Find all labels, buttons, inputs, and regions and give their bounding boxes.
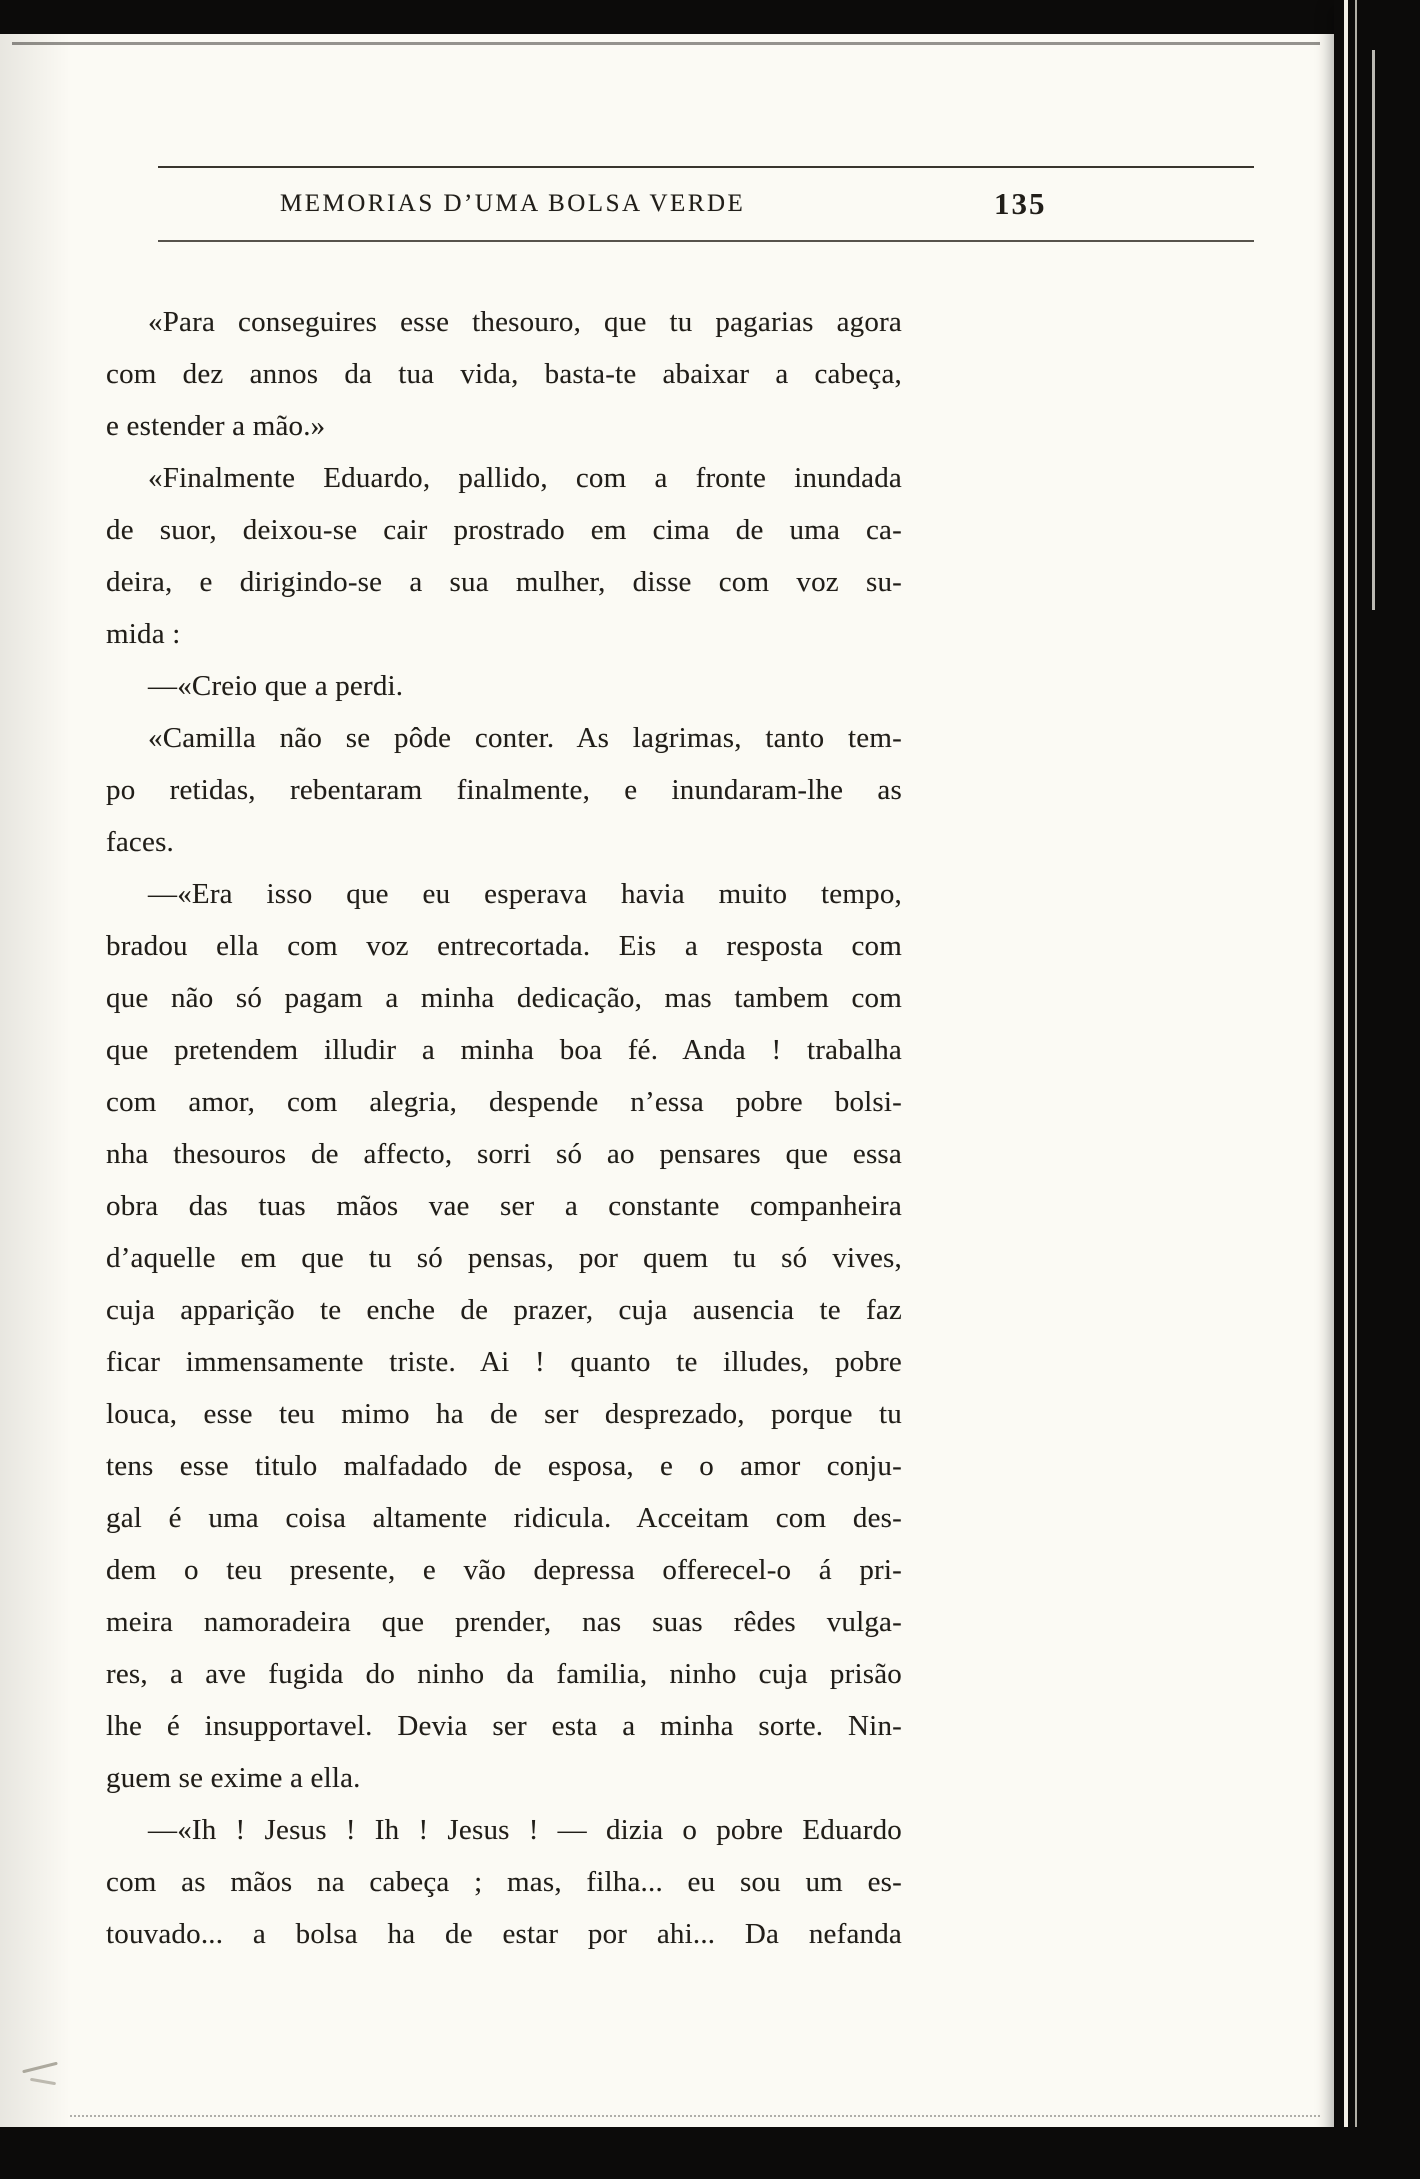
text-line: —«Era isso que eu esperava havia muito tempo, [148, 878, 902, 910]
page-edge-stripe [1344, 0, 1348, 2179]
page-edge-stripe [1372, 50, 1375, 610]
text-line: e estender a mão.» [106, 410, 326, 442]
text-line: obra das tuas mãos vae ser a constante companheira [106, 1190, 902, 1222]
text-line: tens esse titulo malfadado de esposa, e o amor conju- [106, 1450, 902, 1482]
page-edge-stripe [1355, 0, 1357, 2179]
text-line: res, a ave fugida do ninho da familia, ninho cuja prisão [106, 1658, 902, 1690]
paragraph [106, 296, 902, 452]
page-number: 135 [994, 186, 1047, 221]
paragraph [106, 452, 902, 660]
text-line: «Para conseguires esse thesouro, que tu pagarias agora [148, 306, 902, 338]
text-line: lhe é insupportavel. Devia ser esta a minha sorte. Nin- [106, 1710, 902, 1742]
text-line: «Camilla não se pôde conter. As lagrimas, tanto tem- [148, 722, 902, 754]
header-rule-bottom [158, 240, 1254, 242]
text-line: com dez annos da tua vida, basta-te abaixar a cabeça, [106, 358, 902, 390]
page-body [106, 296, 902, 1960]
scan-top-edge-line [12, 42, 1320, 45]
paragraph [106, 712, 902, 868]
text-line: d’aquelle em que tu só pensas, por quem tu só vives, [106, 1242, 902, 1274]
text-line: po retidas, rebentaram finalmente, e inundaram-lhe as [106, 774, 902, 806]
text-line: nha thesouros de affecto, sorri só ao pensares que essa [106, 1138, 902, 1170]
running-title: MEMORIAS D’UMA BOLSA VERDE [280, 190, 746, 217]
text-line: —«Ih ! Jesus ! Ih ! Jesus ! — dizia o pobre Eduardo [148, 1814, 902, 1846]
scan-bottom-speckle-line [70, 2115, 1320, 2117]
text-line: —«Creio que a perdi. [148, 670, 404, 702]
text-line: que não só pagam a minha dedicação, mas tambem com [106, 982, 902, 1014]
text-line: meira namoradeira que prender, nas suas rêdes vulga- [106, 1606, 902, 1638]
text-line: que pretendem illudir a minha boa fé. Anda ! trabalha [106, 1034, 902, 1066]
pencil-mark [30, 2078, 56, 2085]
text-line: cuja apparição te enche de prazer, cuja ausencia te faz [106, 1294, 902, 1326]
text-line: com as mãos na cabeça ; mas, filha... eu sou um es- [106, 1866, 902, 1898]
scan-top-edge [0, 0, 1420, 34]
scan-right-edge [1334, 0, 1420, 2179]
running-header [158, 166, 1254, 242]
text-line: bradou ella com voz entrecortada. Eis a resposta com [106, 930, 902, 962]
text-line: ficar immensamente triste. Ai ! quanto te illudes, pobre [106, 1346, 902, 1378]
text-line: com amor, com alegria, despende n’essa pobre bolsi- [106, 1086, 902, 1118]
text-line: mida : [106, 618, 181, 650]
text-line: gal é uma coisa altamente ridicula. Acceitam com des- [106, 1502, 902, 1534]
text-line: «Finalmente Eduardo, pallido, com a fronte inundada [148, 462, 902, 494]
header-row [158, 168, 1254, 240]
pencil-mark [22, 2062, 58, 2074]
text-line: faces. [106, 826, 175, 858]
text-line: guem se exime a ella. [106, 1762, 361, 1794]
paragraph [106, 660, 902, 712]
paragraph [106, 868, 902, 1804]
text-line: dem o teu presente, e vão depressa offerecel-o á pri- [106, 1554, 902, 1586]
scan-bottom-edge [0, 2127, 1420, 2179]
page-left-shading [0, 0, 70, 2179]
paragraph [106, 1804, 902, 1960]
text-line: louca, esse teu mimo ha de ser desprezado, porque tu [106, 1398, 902, 1430]
text-line: touvado... a bolsa ha de estar por ahi... Da nefanda [106, 1918, 902, 1950]
text-line: deira, e dirigindo-se a sua mulher, disse com voz su- [106, 566, 902, 598]
text-line: de suor, deixou-se cair prostrado em cima de uma ca- [106, 514, 902, 546]
